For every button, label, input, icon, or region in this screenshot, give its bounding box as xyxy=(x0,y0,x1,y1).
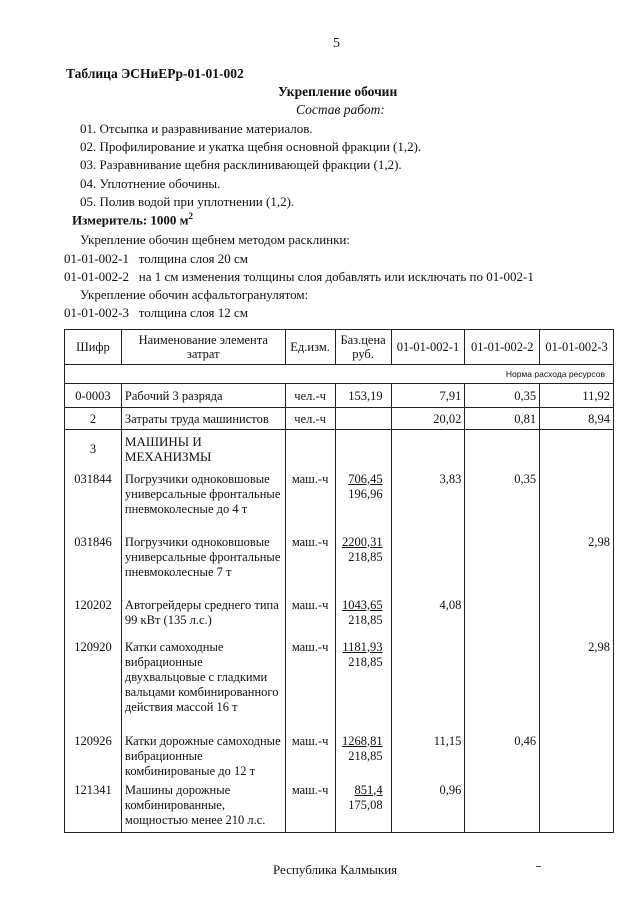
heading: Укрепление обочин xyxy=(278,84,398,99)
col-header: Шифр xyxy=(65,330,122,365)
table-title: Таблица ЭСНиЕРр-01-01-002 xyxy=(66,66,244,81)
col-header: Ед.изм. xyxy=(285,330,335,365)
cell-unit: маш.-ч xyxy=(285,596,335,638)
cell-value: 7,91 xyxy=(391,384,465,408)
cell-unit: маш.-ч xyxy=(285,533,335,596)
cell-value xyxy=(391,638,465,732)
cell-value: 2,98 xyxy=(540,533,614,596)
table-row xyxy=(65,384,614,408)
table-row xyxy=(65,781,614,833)
cell-value: 0,96 xyxy=(391,781,465,833)
subheading: Состав работ: xyxy=(296,102,385,117)
cell-code: 031844 xyxy=(65,470,122,533)
work-item: 04. Уплотнение обочины. xyxy=(80,176,221,191)
cell-value xyxy=(465,638,540,732)
table-header-row xyxy=(65,330,614,365)
table-row xyxy=(65,430,614,470)
cell-value: 0,46 xyxy=(465,732,540,781)
resources-table xyxy=(64,329,614,833)
work-item: 02. Профилирование и укатка щебня основной фракции (1,2). xyxy=(80,139,422,154)
cell-price: 1181,93 218,85 xyxy=(335,638,391,732)
cell-unit: маш.-ч xyxy=(285,732,335,781)
table-row xyxy=(65,596,614,638)
cell-value xyxy=(465,596,540,638)
table-row xyxy=(65,533,614,596)
cell-name: Катки дорожные самоходные вибрационные комбинированые до 12 т xyxy=(121,732,285,781)
cell-name: Катки самоходные вибрационные двухвальцовые с гладкими вальцами комбинированного действия массой 16 т xyxy=(121,638,285,732)
cell-price: 851,4 175,08 xyxy=(335,781,391,833)
col-header: Наименование элемента затрат xyxy=(121,330,285,365)
work-item: 05. Полив водой при уплотнении (1,2). xyxy=(80,194,295,209)
col-header: 01-01-002-3 xyxy=(540,330,614,365)
work-item: 03. Разравнивание щебня расклинивающей фракции (1,2). xyxy=(80,157,402,172)
work-item: 01. Отсыпка и разравнивание материалов. xyxy=(80,121,313,136)
page-number: 5 xyxy=(333,36,340,51)
group2-title: Укрепление обочин асфальтогранулятом: xyxy=(80,287,309,302)
cell-name: Погрузчики одноковшовые универсальные фронтальные пневмоколесные до 4 т xyxy=(121,470,285,533)
cell-value: 3,83 xyxy=(391,470,465,533)
cell-value xyxy=(465,533,540,596)
group1-title: Укрепление обочин щебнем методом расклинки: xyxy=(80,232,350,247)
scan-mark xyxy=(536,866,541,867)
norm-row xyxy=(65,365,614,384)
cell-name: Машины дорожные комбинированные, мощностью менее 210 л.с. xyxy=(121,781,285,833)
table-row xyxy=(65,732,614,781)
cell-value xyxy=(540,781,614,833)
cell-price xyxy=(335,408,391,430)
cell-value: 0,81 xyxy=(465,408,540,430)
cell-name: Погрузчики одноковшовые универсальные фронтальные пневмоколесные 7 т xyxy=(121,533,285,596)
cell-value: 4,08 xyxy=(391,596,465,638)
cell-name: Затраты труда машинистов xyxy=(121,408,285,430)
cell-value: 2,98 xyxy=(540,638,614,732)
cell-code: 3 xyxy=(65,430,122,470)
table-row xyxy=(65,638,614,732)
cell-value xyxy=(540,470,614,533)
cell-name: Рабочий 3 разряда xyxy=(121,384,285,408)
col-header: 01-01-002-1 xyxy=(391,330,465,365)
code-line-2: 01-01-002-2 на 1 см изменения толщины слоя добавлять или исключать по 01-002-1 xyxy=(64,269,534,284)
cell-price: 1043,65 218,85 xyxy=(335,596,391,638)
cell-value xyxy=(540,596,614,638)
cell-value: 0,35 xyxy=(465,384,540,408)
cell-unit: маш.-ч xyxy=(285,638,335,732)
cell-code: 0-0003 xyxy=(65,384,122,408)
code-line-3: 01-01-002-3 толщина слоя 12 см xyxy=(64,305,249,320)
cell-value: 20,02 xyxy=(391,408,465,430)
cell-price: 706,45 196,96 xyxy=(335,470,391,533)
cell-code: 2 xyxy=(65,408,122,430)
cell-code: 121341 xyxy=(65,781,122,833)
col-header: Баз.цена руб. xyxy=(335,330,391,365)
cell-code: 031846 xyxy=(65,533,122,596)
norm-label: Норма расхода ресурсов xyxy=(65,365,614,384)
cell-value: 11,92 xyxy=(540,384,614,408)
cell-unit: маш.-ч xyxy=(285,781,335,833)
cell-price: 153,19 xyxy=(335,384,391,408)
cell-value xyxy=(465,781,540,833)
code-line-1: 01-01-002-1 толщина слоя 20 см xyxy=(64,251,249,266)
cell-value: 8,94 xyxy=(540,408,614,430)
cell-unit: чел.-ч xyxy=(285,384,335,408)
cell-code: 120920 xyxy=(65,638,122,732)
cell-value xyxy=(540,732,614,781)
footer-region: Республика Калмыкия xyxy=(273,862,398,877)
cell-value xyxy=(391,533,465,596)
cell-unit: чел.-ч xyxy=(285,408,335,430)
col-header: 01-01-002-2 xyxy=(465,330,540,365)
cell-name: Автогрейдеры среднего типа 99 кВт (135 л.с.) xyxy=(121,596,285,638)
table-row xyxy=(65,470,614,533)
cell-value: 0,35 xyxy=(465,470,540,533)
cell-price: 1268,81 218,85 xyxy=(335,732,391,781)
table-row xyxy=(65,408,614,430)
cell-price: 2200,31 218,85 xyxy=(335,533,391,596)
cell-name: МАШИНЫ И МЕХАНИЗМЫ xyxy=(121,430,285,470)
cell-unit: маш.-ч xyxy=(285,470,335,533)
cell-value: 11,15 xyxy=(391,732,465,781)
cell-code: 120926 xyxy=(65,732,122,781)
cell-code: 120202 xyxy=(65,596,122,638)
meter-label: Измеритель: 1000 $м^2$ xyxy=(72,211,194,228)
